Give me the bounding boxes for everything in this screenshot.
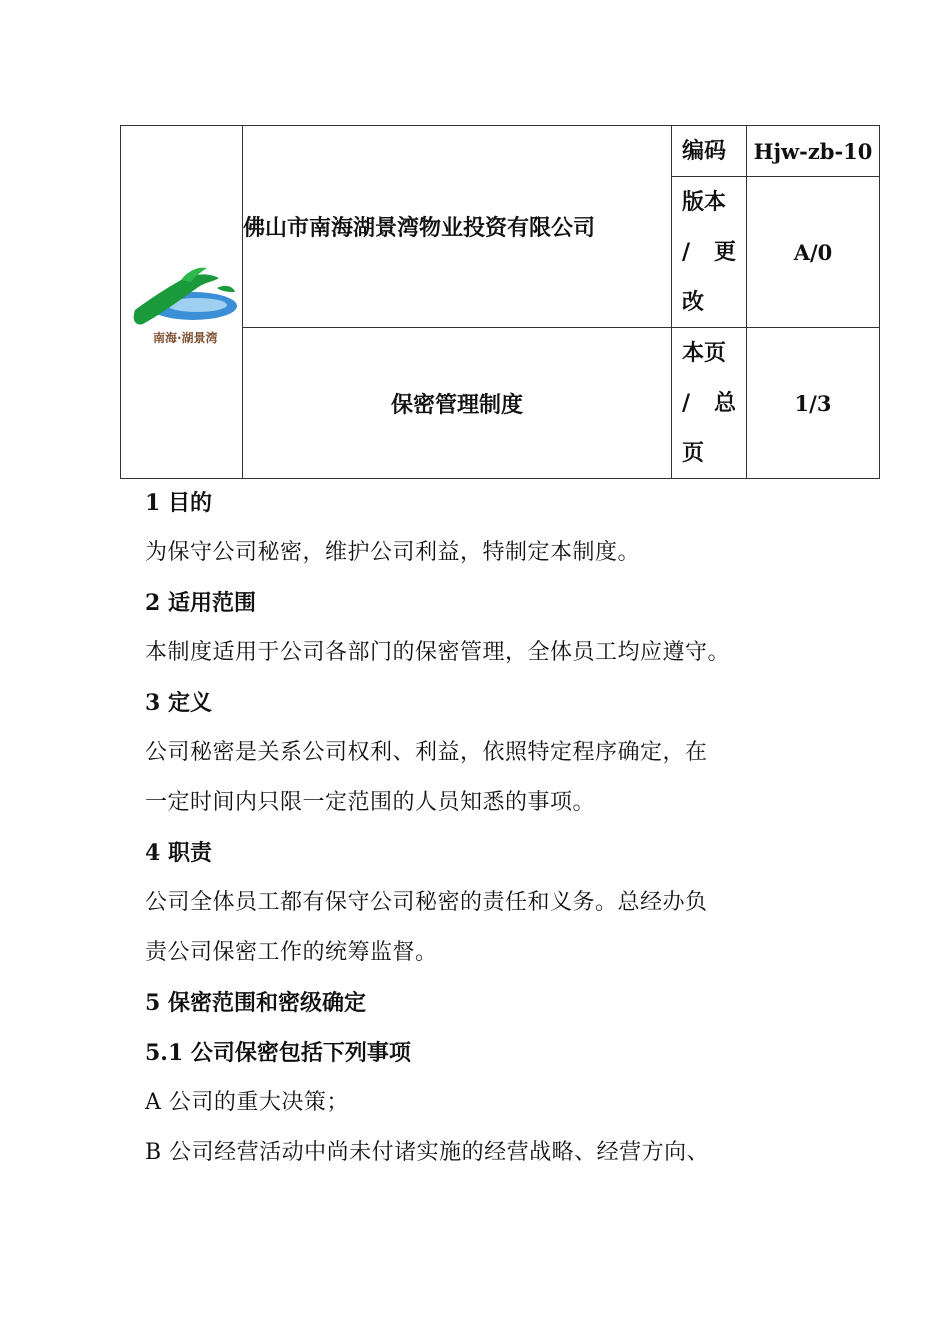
page-label-line1: 本页 xyxy=(682,340,727,366)
page-label-line3: 页 xyxy=(682,440,705,466)
document-body xyxy=(145,478,815,1178)
body-line: 5 保密范围和密级确定 xyxy=(145,990,366,1016)
logo-text: 南海·湖景湾 xyxy=(153,331,218,345)
company-name: 佛山市南海湖景湾物业投资有限公司 xyxy=(243,126,672,328)
code-label: 编码 xyxy=(682,138,727,164)
page-value-cell xyxy=(747,328,880,479)
body-line: 4 职责 xyxy=(145,840,212,866)
body-line: 3 定义 xyxy=(145,690,212,716)
document-header-table xyxy=(120,125,880,479)
version-value: A/0 xyxy=(793,239,833,265)
version-label-line2 xyxy=(672,227,746,277)
version-label-cell xyxy=(672,177,747,328)
page-value: 1/3 xyxy=(794,390,832,416)
body-line: 5.1 公司保密包括下列事项 xyxy=(145,1040,411,1066)
body-line: 2 适用范围 xyxy=(145,590,256,616)
version-label-line1: 版本 xyxy=(682,189,727,215)
version-label-char: 更 xyxy=(713,239,736,265)
logo-cell xyxy=(121,126,243,479)
company-logo xyxy=(121,232,242,372)
body-line: 公司秘密是关系公司权利、利益，依照特定程序确定，在 xyxy=(145,740,708,765)
body-line: 公司全体员工都有保守公司秘密的责任和义务。总经办负 xyxy=(145,890,708,915)
page-label-slash: / xyxy=(682,390,691,416)
lake-logo-icon xyxy=(121,232,242,372)
document-title: 保密管理制度 xyxy=(243,328,672,479)
version-value-cell xyxy=(747,177,880,328)
page-label-cell xyxy=(672,328,747,479)
code-value: Hjw-zb-10 xyxy=(753,138,873,164)
body-line: 为保守公司秘密，维护公司利益，特制定本制度。 xyxy=(145,540,641,565)
body-line: 一定时间内只限一定范围的人员知悉的事项。 xyxy=(145,790,596,815)
page-label-char: 总 xyxy=(713,390,736,416)
body-line: 本制度适用于公司各部门的保密管理，全体员工均应遵守。 xyxy=(145,640,731,665)
body-line: B 公司经营活动中尚未付诸实施的经营战略、经营方向、 xyxy=(145,1140,710,1165)
version-label-slash: / xyxy=(682,239,691,265)
version-label-line3: 改 xyxy=(682,289,705,315)
body-line: 1 目的 xyxy=(145,490,212,516)
code-value-cell xyxy=(747,126,880,177)
page-label-line2 xyxy=(672,378,746,428)
code-label-cell xyxy=(672,126,747,177)
body-line: 责公司保密工作的统筹监督。 xyxy=(145,940,438,965)
body-line: A 公司的重大决策； xyxy=(145,1090,349,1115)
